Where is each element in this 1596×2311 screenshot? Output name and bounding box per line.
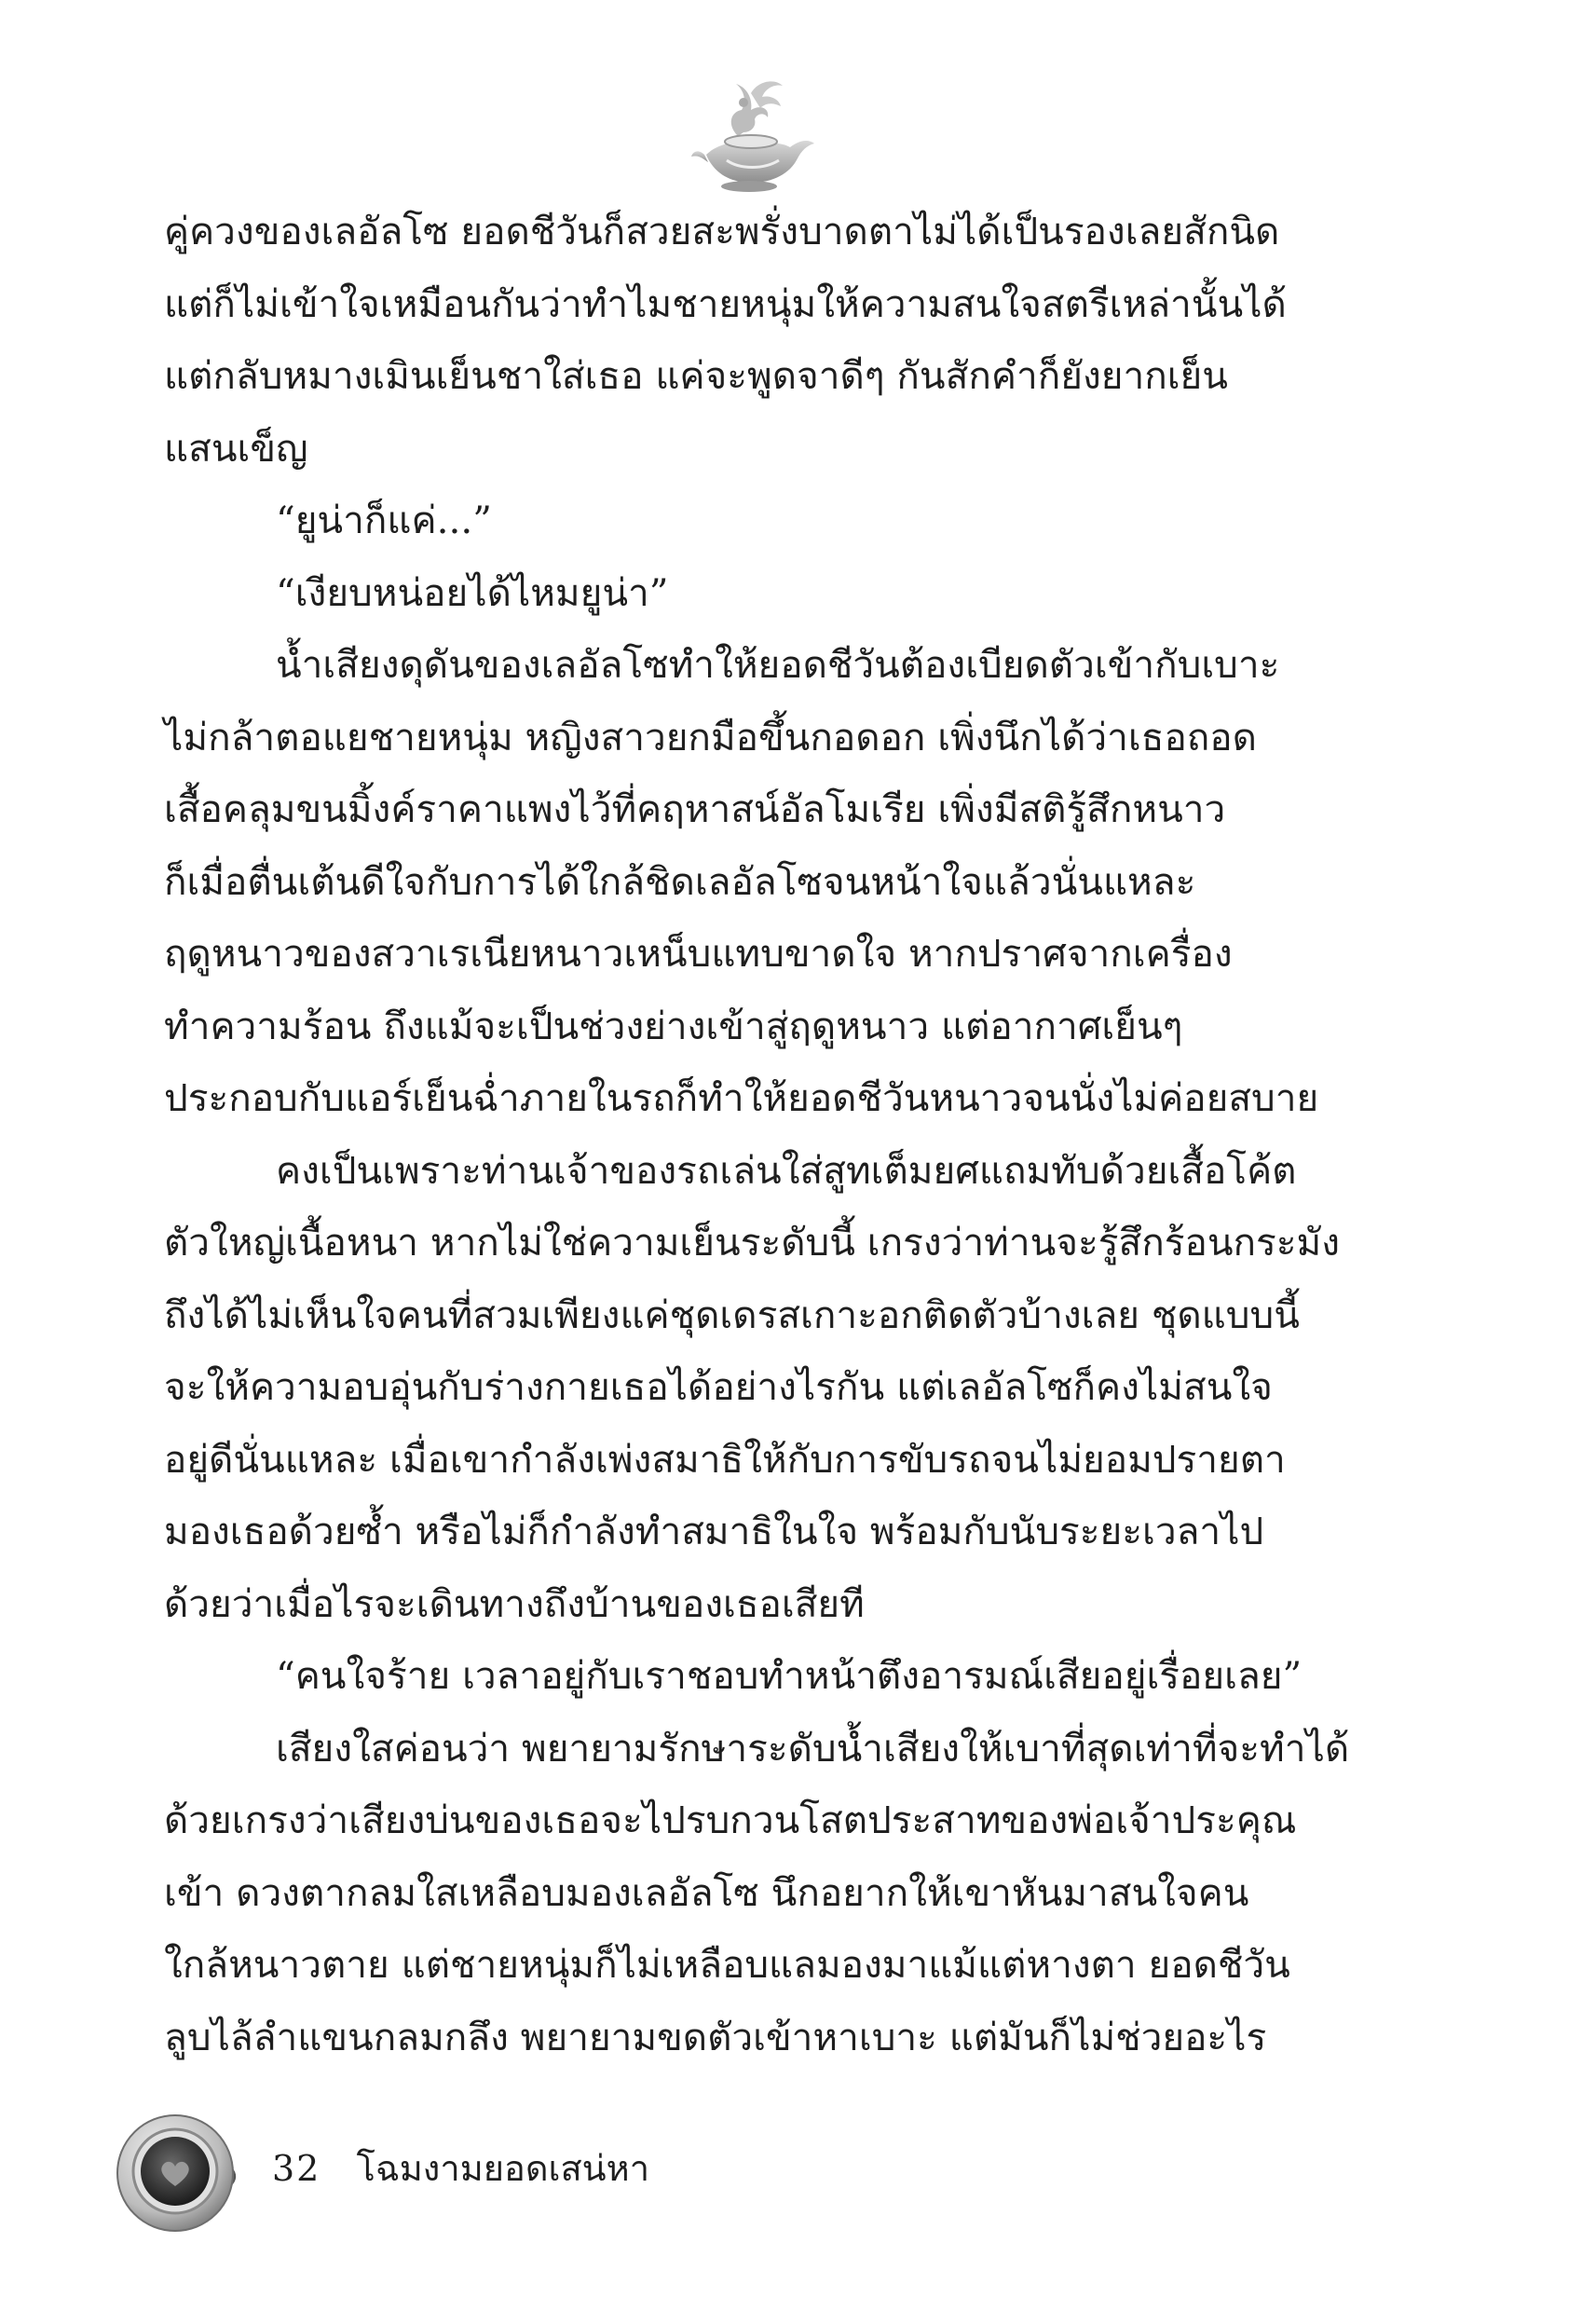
paragraph (164, 196, 1338, 485)
text-line: คงเป็นเพราะท่านเจ้าของรถเล่นใส่สูทเต็มยศแถมทับด้วยเสื้อโค้ต (276, 1147, 1297, 1193)
book-title: โฉมงามยอดเสน่หา (356, 2148, 650, 2189)
paragraph (164, 485, 1338, 557)
text-line: เข้า ดวงตากลมใสเหลือบมองเลอัลโซ นึกอยากให้เขาหันมาสนใจคน (164, 1869, 1249, 1915)
paragraph (164, 1640, 1338, 1713)
text-line: ใกล้หนาวตาย แต่ชายหนุ่มก็ไม่เหลือบแลมองมาแม้แต่หางตา ยอดชีวัน (164, 1942, 1290, 1987)
paragraph (164, 557, 1338, 630)
text-line: แต่กลับหมางเมินเย็นชาใส่เธอ แค่จะพูดจาดีๆ กันสักคำก็ยังยากเย็น (164, 353, 1228, 398)
text-line: แสนเข็ญ (164, 425, 308, 471)
body-text (164, 196, 1350, 2073)
text-line: อยู่ดีนั่นแหละ เมื่อเขากำลังเพ่งสมาธิให้กับการขับรถจนไม่ยอมปรายตา (164, 1436, 1286, 1482)
text-line: น้ำเสียงดุดันของเลอัลโซทำให้ยอดชีวันต้องเบียดตัวเข้ากับเบาะ (276, 642, 1280, 687)
page-footer (272, 2146, 649, 2191)
text-line: จะให้ความอบอุ่นกับร่างกายเธอได้อย่างไรกัน แต่เลอัลโซก็คงไม่สนใจ (164, 1364, 1273, 1409)
paragraph (164, 1135, 1341, 1641)
text-line: ด้วยว่าเมื่อไรจะเดินทางถึงบ้านของเธอเสียที (164, 1580, 865, 1626)
text-line: ตัวใหญ่เนื้อหนา หากไม่ใช่ความเย็นระดับนี้ เกรงว่าท่านจะรู้สึกร้อนกระมัง (164, 1220, 1341, 1265)
text-line: เสียงใสค่อนว่า พยายามรักษาระดับน้ำเสียงให้เบาที่สุดเท่าที่จะทำได้ (276, 1725, 1350, 1771)
text-line: ด้วยเกรงว่าเสียงบ่นของเธอจะไปรบกวนโสตประสาทของพ่อเจ้าประคุณ (164, 1798, 1297, 1842)
text-line: ประกอบกับแอร์เย็นฉ่ำภายในรถก็ทำให้ยอดชีวันหนาวจนนั่งไม่ค่อยสบาย (164, 1075, 1319, 1120)
text-line: ลูบไล้ลำแขนกลมกลึง พยายามขดตัวเข้าหาเบาะ แต่มันก็ไม่ช่วยอะไร (164, 2014, 1267, 2059)
text-line: ฤดูหนาวของสวาเรเนียหนาวเหน็บแทบขาดใจ หากปราศจากเครื่อง (164, 931, 1233, 976)
text-line: “เงียบหน่อยได้ไหมยูน่า” (276, 569, 669, 615)
text-line: ไม่กล้าตอแยชายหนุ่ม หญิงสาวยกมือขึ้นกอดอก เพิ่งนึกได้ว่าเธอถอด (164, 714, 1257, 759)
magic-lamp-icon (689, 76, 820, 198)
text-line: ก็เมื่อตื่นเต้นดีใจกับการได้ใกล้ชิดเลอัลโซจนหน้าใจแล้วนั่นแหละ (164, 858, 1196, 904)
text-line: มองเธอด้วยซ้ำ หรือไม่ก็กำลังทำสมาธิในใจ พร้อมกับนับระยะเวลาไป (164, 1509, 1264, 1553)
text-line: เสื้อคลุมขนมิ้งค์ราคาแพงไว้ที่คฤหาสน์อัลโมเรีย เพิ่งมีสติรู้สึกหนาว (164, 786, 1226, 831)
page-number: 32 (272, 2148, 321, 2189)
text-line: “ยูน่าก็แค่...” (276, 498, 492, 542)
coffee-cup-icon (114, 2108, 244, 2238)
paragraph (164, 1713, 1350, 2074)
text-line: ทำความร้อน ถึงแม้จะเป็นช่วงย่างเข้าสู่ฤดูหนาว แต่อากาศเย็นๆ (164, 1003, 1183, 1048)
text-line: ถึงได้ไม่เห็นใจคนที่สวมเพียงแค่ชุดเดรสเกาะอกติดตัวบ้างเลย ชุดแบบนี้ (164, 1292, 1300, 1337)
text-line: คู่ควงของเลอัลโซ ยอดชีวันก็สวยสะพรั่งบาดตาไม่ได้เป็นรองเลยสักนิด (164, 209, 1280, 253)
text-line: “คนใจร้าย เวลาอยู่กับเราชอบทำหน้าตึงอารมณ์เสียอยู่เรื่อยเลย” (276, 1653, 1303, 1698)
text-line: แต่ก็ไม่เข้าใจเหมือนกันว่าทำไมชายหนุ่มให้ความสนใจสตรีเหล่านั้นได้ (164, 280, 1287, 326)
paragraph (164, 629, 1338, 1135)
